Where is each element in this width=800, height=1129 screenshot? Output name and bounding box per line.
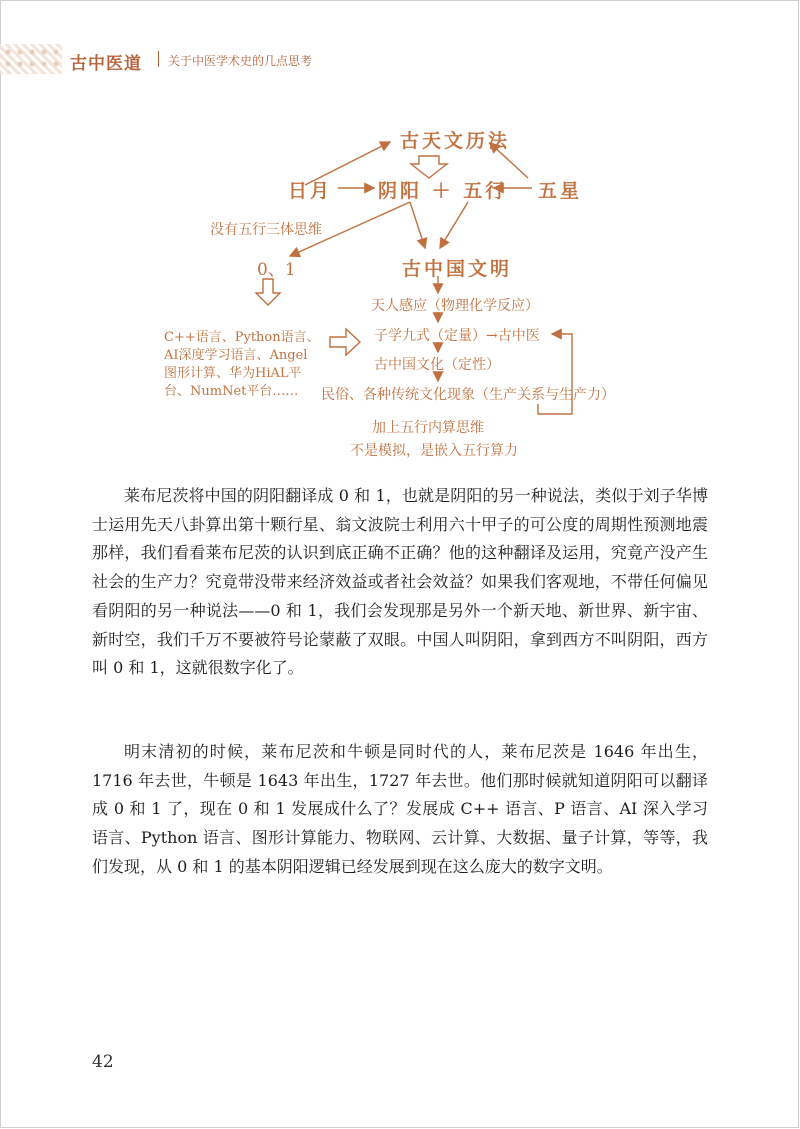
diagram-node-modern-tech-2: AI深度学习语言、Angel	[164, 348, 308, 363]
diagram-label-no-wuxing: 没有五行三体思维	[210, 222, 322, 238]
page-number: 42	[92, 1052, 114, 1072]
diagram-node-five-planets: 五星	[538, 180, 583, 202]
diagram-node-tianren: 天人感应（物理化学反应）	[371, 298, 539, 314]
header-subtitle: 关于中医学术史的几点思考	[168, 54, 313, 68]
diagram-node-modern-tech-1: C++语言、Python语言、	[164, 330, 320, 345]
diagram-node-ancient-astronomy: 古天文历法	[400, 130, 511, 152]
diagram-label-not-simulate: 不是模拟，是嵌入五行算力	[350, 443, 518, 459]
diagram-node-yinyang-wuxing: 阴阳 ＋ 五行	[378, 180, 508, 202]
diagram-node-ancient-civilization: 古中国文明	[402, 258, 513, 280]
body-paragraph-1: 莱布尼茨将中国的阴阳翻译成 0 和 1，也就是阴阳的另一种说法，类似于刘子华博士运用先天八卦算出第十颗行星、翁文波院士利用六十甲子的可公度的周期性预测地震那样，我们看看莱布尼茨的认识到底正确不正确？他的这种翻译及运用，究竟产没产生社会的生产力？究竟带没带来经济效益或者社会效益？如果我们客观地，不带任何偏见看阴阳的另一种说法——0 和 1，我们会发现那是另外一个新天地、新世界、新宇宙、新时空，我们千万不要被符号论蒙蔽了双眼。中国人叫阴阳，拿到西方不叫阴阳，西方叫 0 和 1，这就很数字化了。	[92, 486, 708, 678]
diagram-node-modern-tech-3: 图形计算、华为HiAL平	[164, 366, 302, 381]
diagram-node-zero-one: 0、1	[257, 260, 296, 280]
diagram-node-sun-moon: 日月	[288, 180, 333, 202]
diagram-node-folk: 民俗、各种传统文化现象（生产关系与生产力）	[321, 387, 615, 403]
diagram-arrows	[0, 0, 800, 480]
body-paragraph-2: 明末清初的时候，莱布尼茨和牛顿是同时代的人，莱布尼茨是 1646 年出生，1716 年去世，牛顿是 1643 年出生，1727 年去世。他们那时候就知道阴阳可以翻译成 0 和 1 了，现在 0 和 1 发展成什么了？发展成 C++ 语言、P 语言、AI 深入学习语言、Python 语言、图形计算能力、物联网、云计算、大数据、量子计算，等等，我们发现，从 0 和 1 的基本阴阳逻辑已经发展到现在这么庞大的数字文明。	[92, 742, 708, 876]
header-brand: 古中医道	[70, 54, 142, 74]
diagram-label-add-wuxing: 加上五行内算思维	[372, 420, 484, 436]
diagram-node-zixue: 子学九式（定量）→古中医	[374, 328, 540, 344]
diagram-node-culture: 古中国文化（定性）	[374, 357, 500, 373]
diagram-node-modern-tech-4: 台、NumNet平台……	[164, 384, 299, 399]
